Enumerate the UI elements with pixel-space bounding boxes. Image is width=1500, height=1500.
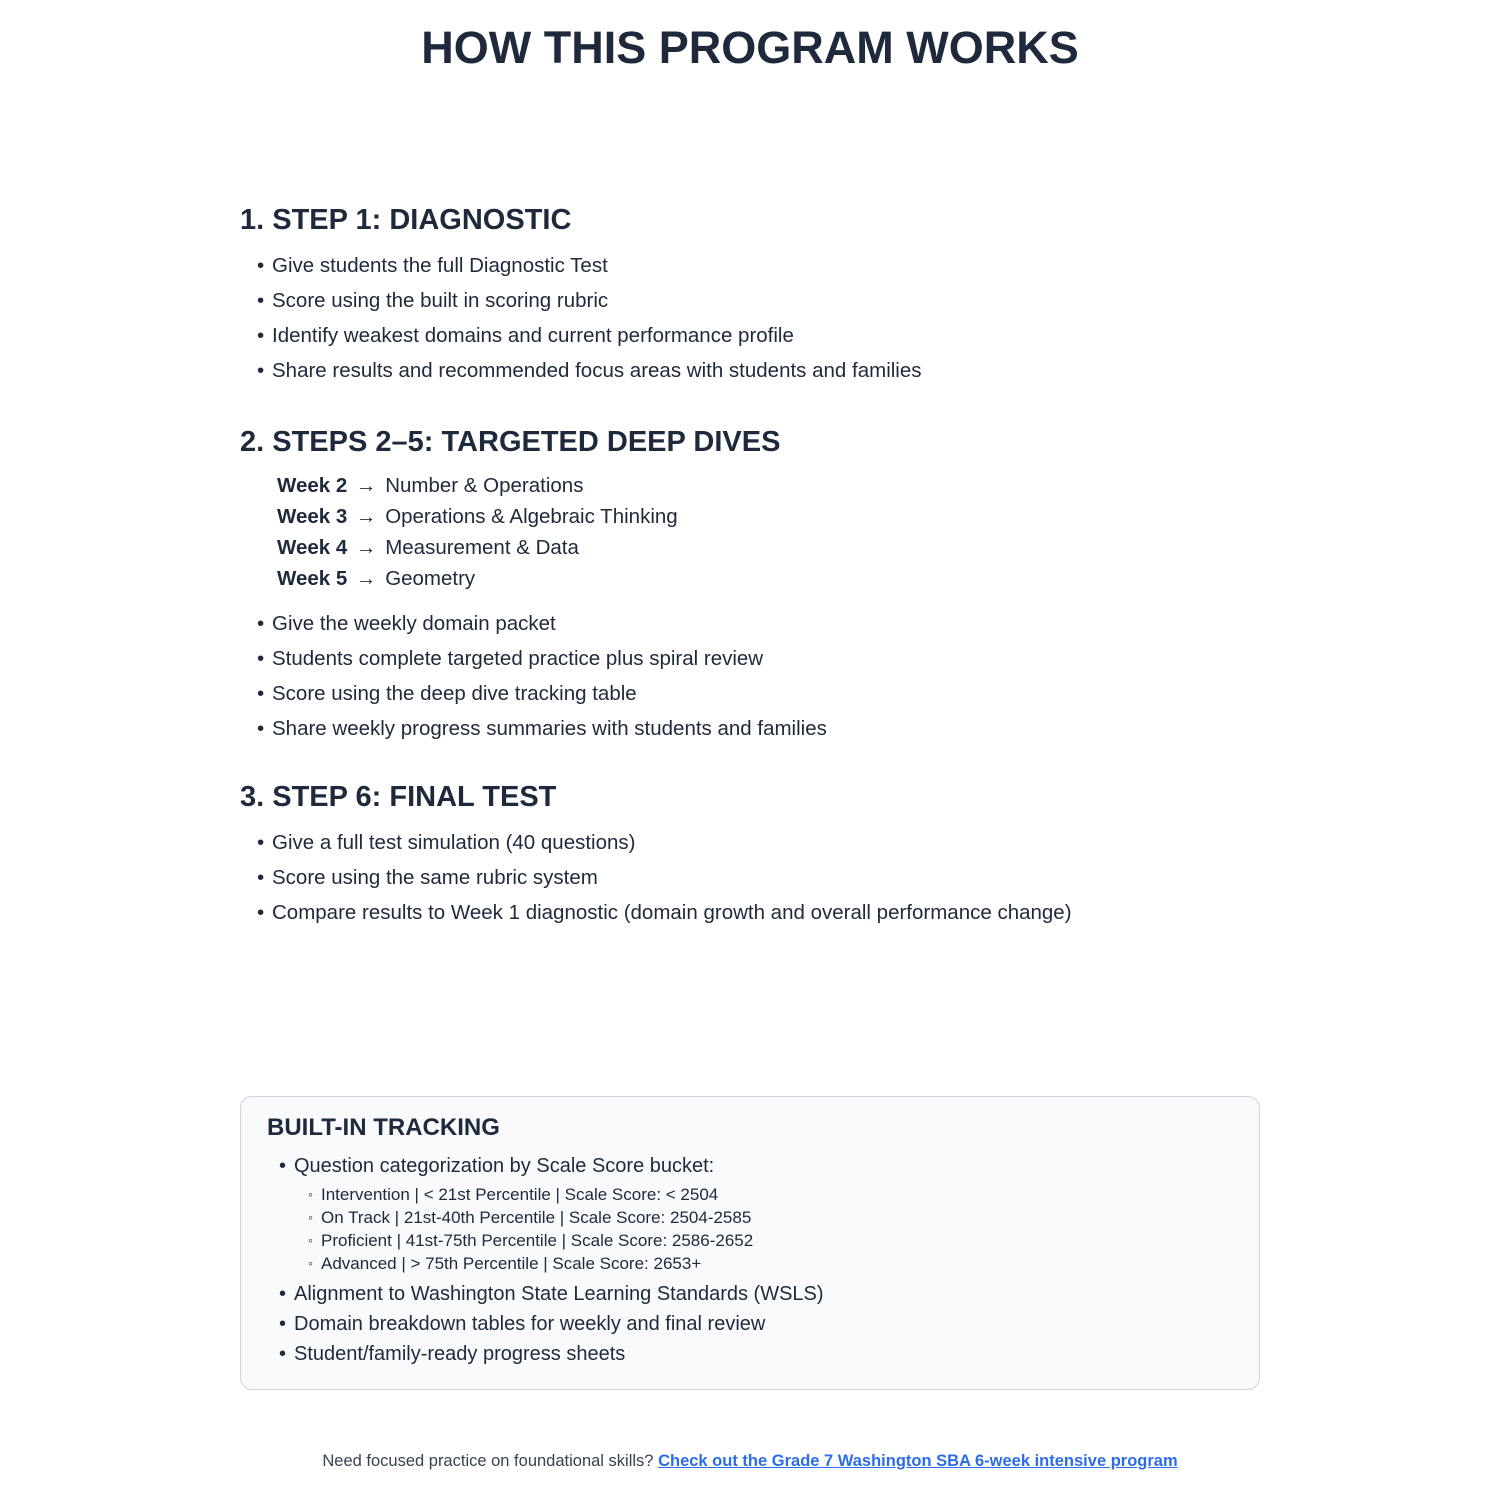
section-heading-label: STEP 1: DIAGNOSTIC <box>272 204 572 236</box>
bullet-list <box>240 248 1260 388</box>
bullet-item: • Score using the built in scoring rubric <box>257 283 1260 318</box>
footer <box>240 1450 1260 1472</box>
bullet-list <box>240 825 1260 930</box>
bullet-item: • Compare results to Week 1 diagnostic (domain growth and overall performance change) <box>257 895 1260 930</box>
week-line <box>240 470 1260 501</box>
bullet-item: • Give a full test simulation (40 questions) <box>257 825 1260 860</box>
week-line <box>240 501 1260 532</box>
bullet-item: • Score using the same rubric system <box>257 860 1260 895</box>
week-line <box>240 532 1260 563</box>
arrow-right-icon: → <box>355 536 377 559</box>
week-schedule <box>240 470 1260 594</box>
bullet-item: • Identify weakest domains and current performance profile <box>257 318 1260 353</box>
bullet-list <box>240 606 1260 746</box>
week-label: Week 3 <box>277 505 348 528</box>
sub-bullet-item: ◦ Advanced | > 75th Percentile | Scale Score: 2653+ <box>308 1252 1233 1275</box>
section-heading-label: STEPS 2–5: TARGETED DEEP DIVES <box>272 426 781 458</box>
section-number: 2. <box>240 426 265 458</box>
bullet-item: • Score using the deep dive tracking table <box>257 676 1260 711</box>
arrow-right-icon: → <box>355 505 377 528</box>
intensive-program-link[interactable]: Check out the Grade 7 Washington SBA 6-week intensive program <box>658 1452 1178 1470</box>
bullet-item: • Share weekly progress summaries with students and families <box>257 711 1260 746</box>
section-steps-2-5-deep-dives <box>240 425 1260 746</box>
section-number: 1. <box>240 204 265 236</box>
arrow-right-icon: → <box>355 474 377 497</box>
section-heading <box>240 203 1260 238</box>
bullet-item: • Give the weekly domain packet <box>257 606 1260 641</box>
week-topic: Geometry <box>385 567 476 590</box>
built-in-tracking-box <box>240 1096 1260 1390</box>
section-heading-label: STEP 6: FINAL TEST <box>272 781 557 813</box>
bucket-intro-text: Question categorization by Scale Score bucket: <box>294 1155 715 1177</box>
week-label: Week 4 <box>277 536 348 559</box>
week-label: Week 5 <box>277 567 348 590</box>
bullet-item <box>279 1151 1233 1275</box>
bullet-item: • Share results and recommended focus areas with students and families <box>257 353 1260 388</box>
week-topic: Number & Operations <box>385 474 584 497</box>
section-step-6-final-test <box>240 780 1260 930</box>
scale-score-bucket-list <box>294 1183 1233 1275</box>
page-title: HOW THIS PROGRAM WORKS <box>421 22 1079 73</box>
week-label: Week 2 <box>277 474 348 497</box>
tracking-bullet-list <box>267 1151 1233 1369</box>
week-line <box>240 563 1260 594</box>
week-topic: Operations & Algebraic Thinking <box>385 505 678 528</box>
bullet-item: • Students complete targeted practice plus spiral review <box>257 641 1260 676</box>
section-step-1-diagnostic <box>240 203 1260 388</box>
main-content <box>240 203 1260 1472</box>
bullet-item: • Domain breakdown tables for weekly and final review <box>279 1309 1233 1339</box>
bullet-item: • Give students the full Diagnostic Test <box>257 248 1260 283</box>
footer-prompt-text: Need focused practice on foundational skills? <box>322 1452 654 1470</box>
bullet-item: • Student/family-ready progress sheets <box>279 1339 1233 1369</box>
section-heading <box>240 425 1260 460</box>
section-number: 3. <box>240 781 265 813</box>
sub-bullet-item: ◦ Proficient | 41st-75th Percentile | Scale Score: 2586-2652 <box>308 1229 1233 1252</box>
bullet-item: • Alignment to Washington State Learning Standards (WSLS) <box>279 1279 1233 1309</box>
sub-bullet-item: ◦ On Track | 21st-40th Percentile | Scale Score: 2504-2585 <box>308 1206 1233 1229</box>
section-heading <box>240 780 1260 815</box>
arrow-right-icon: → <box>355 567 377 590</box>
sub-bullet-item: ◦ Intervention | < 21st Percentile | Scale Score: < 2504 <box>308 1183 1233 1206</box>
tracking-box-heading: BUILT-IN TRACKING <box>267 1114 500 1141</box>
week-topic: Measurement & Data <box>385 536 579 559</box>
